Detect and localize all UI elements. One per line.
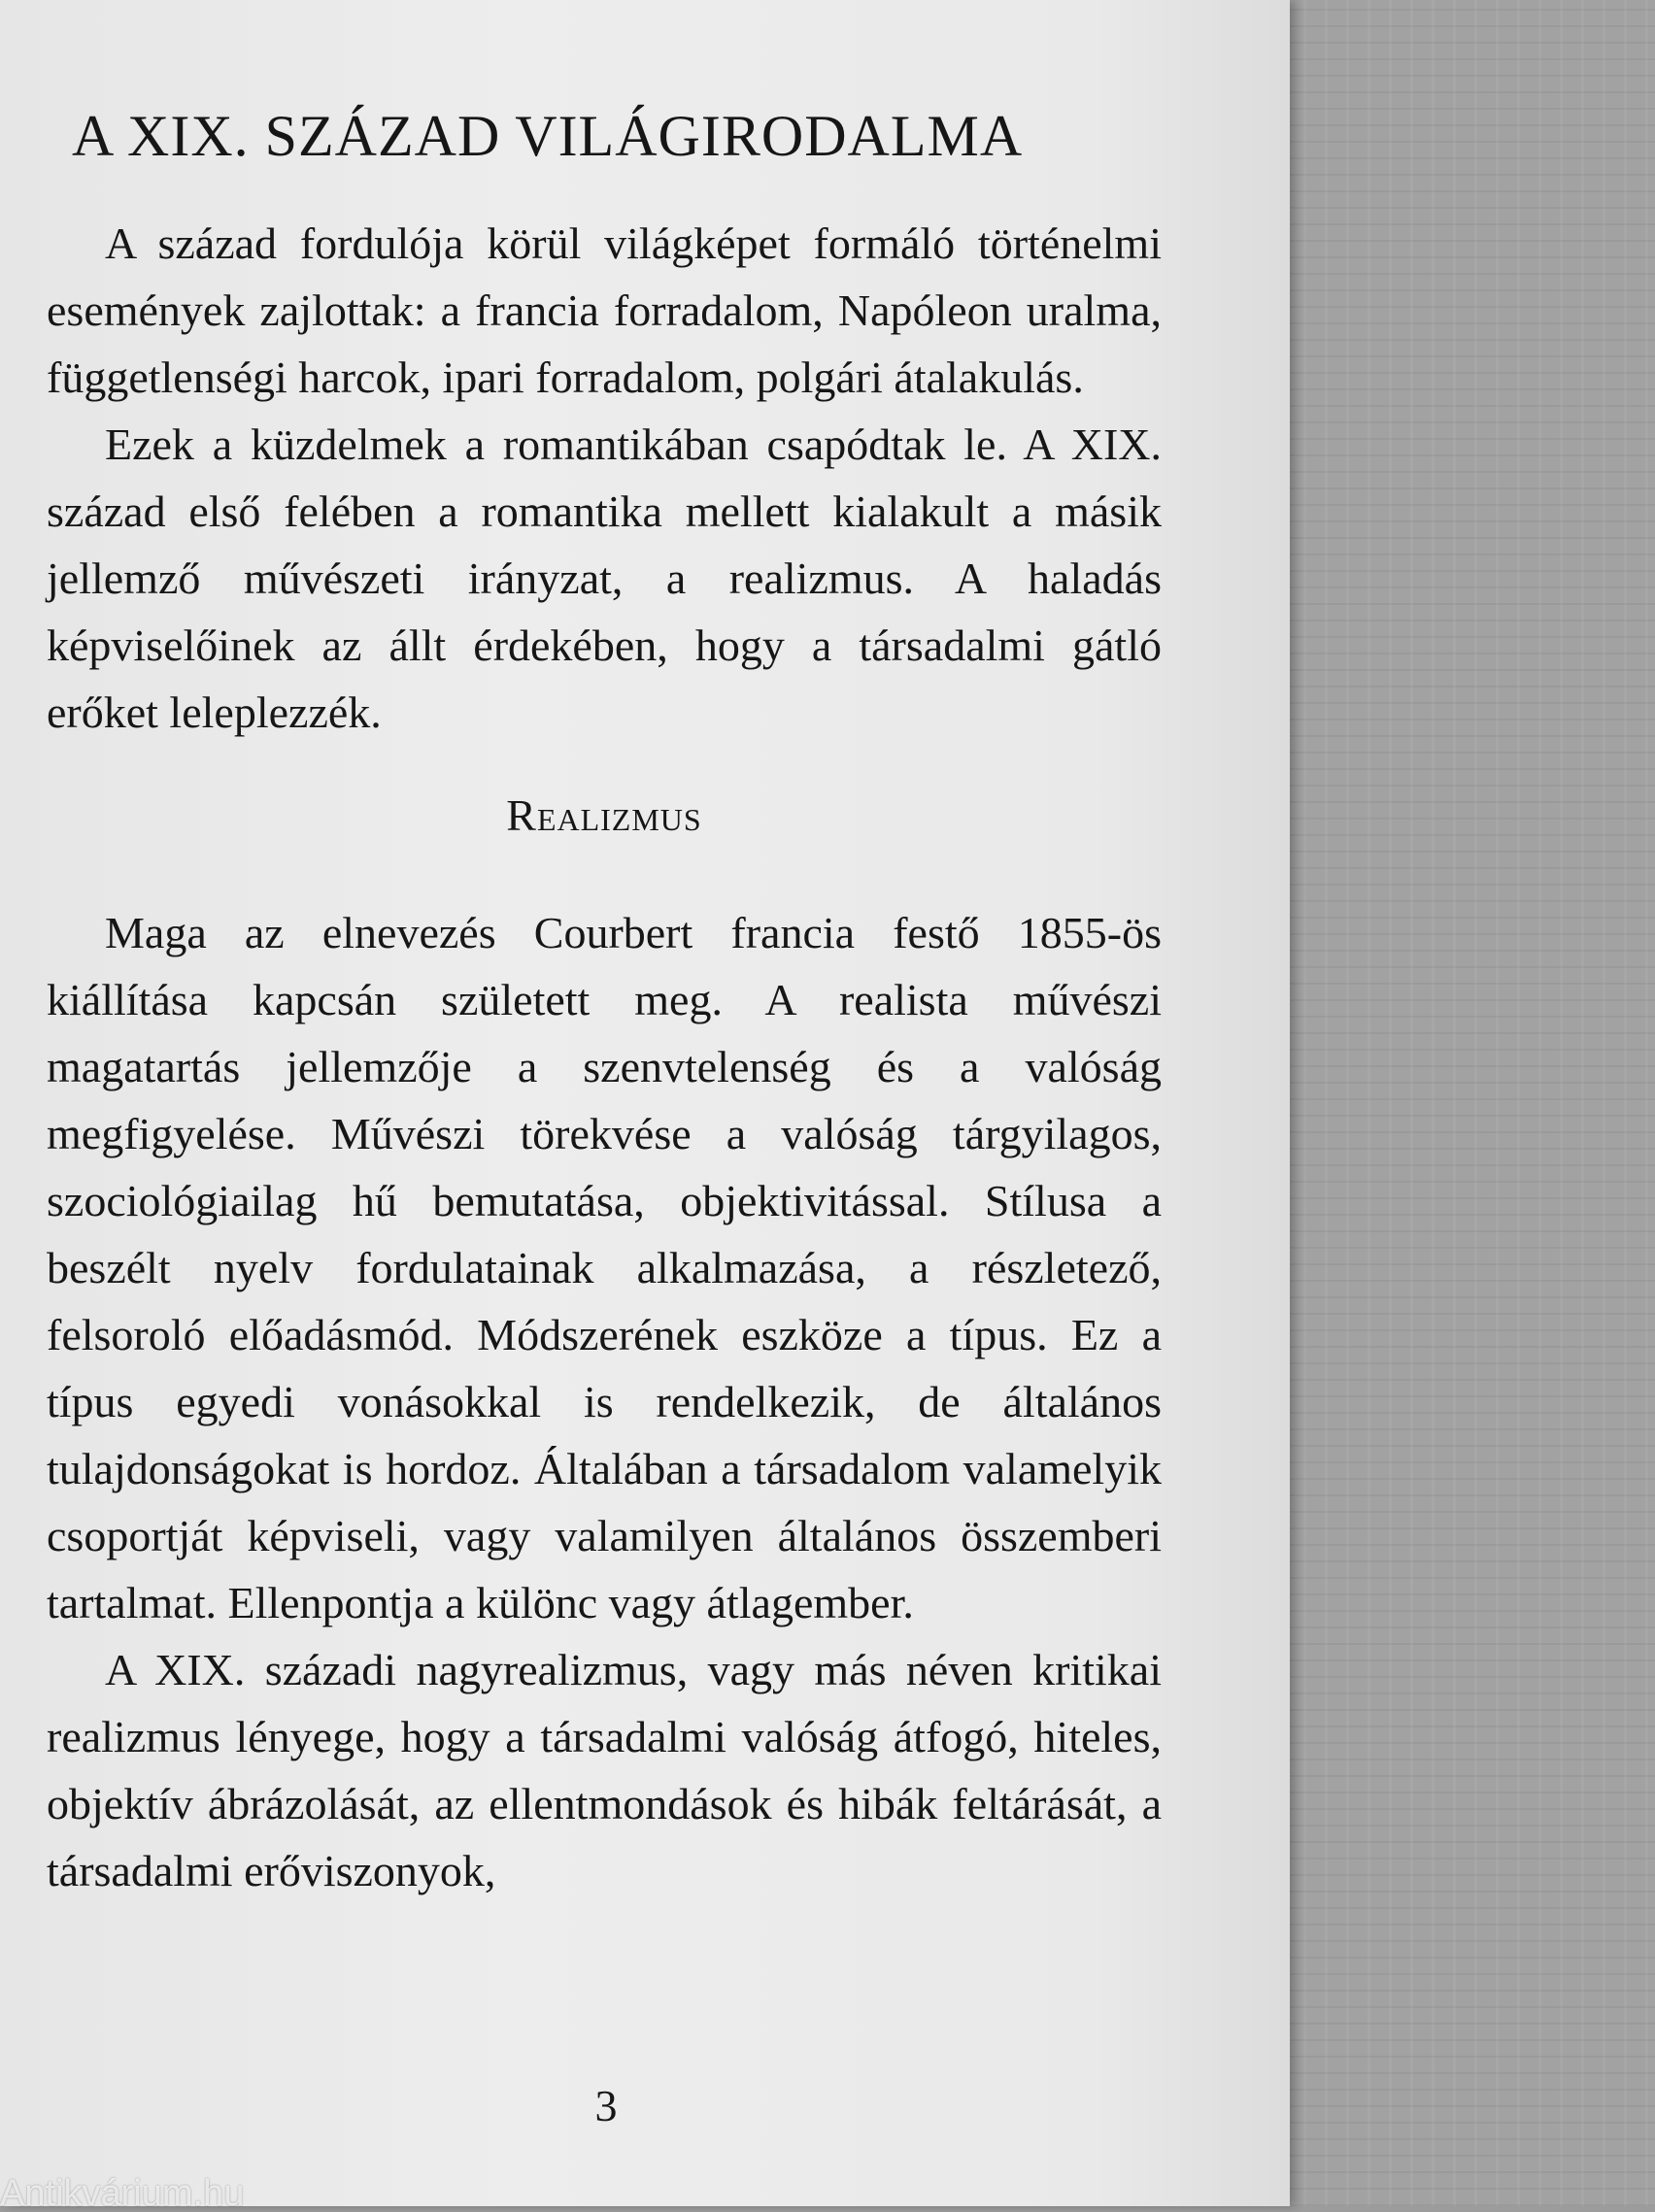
watermark-text: Antikvárium.hu [0,2173,245,2212]
paragraph-intro-2: Ezek a küzdelmek a romantikában csapódtak le. A XIX. század első felében a romantika mellett kialakult a másik jellemző művészeti irányzat, a realizmus. A haladás képviselőinek az állt érdekében, hogy a társadalmi gátló erőket leleplezzék. [47,419,1162,737]
section-heading: Realizmus [506,790,702,840]
page-number: 3 [594,2081,618,2130]
paragraph-realism-2: A XIX. századi nagyrealizmus, vagy más néven kritikai realizmus lényege, hogy a társadalmi valóság átfogó, hiteles, objektív ábrázolását, az ellentmondások és hibák feltárását, a társadalmi erőviszonyok, [47,1645,1162,1895]
paragraph-realism-1: Maga az elnevezés Courbert francia festő 1855-ös kiállítása kapcsán született meg. A realista művészi magatartás jellemzője a szenvtelenség és a valóság megfigyelése. Művészi törekvése a valóság tárgyilagos, szociológiailag hű bemutatása, objektivitással. Stílusa a beszélt nyelv fordulatainak alkalmazása, a részletező, felsoroló előadásmód. Módszerének eszköze a típus. Ez a típus egyedi vonásokkal is rendelkezik, de általános tulajdonságokat is hordoz. Általában a társadalom valamelyik csoportját képviseli, vagy valamilyen általános összemberi tartalmat. Ellenpontja a különc vagy átlagember. [47,908,1162,1627]
page-content [47,97,1162,1904]
chapter-heading: A XIX. SZÁZAD VILÁGIRODALMA [72,104,1024,168]
paragraph-intro-1: A század fordulója körül világképet formáló történelmi események zajlottak: a francia forradalom, Napóleon uralma, függetlenségi harcok, ipari forradalom, polgári átalakulás. [47,218,1162,402]
